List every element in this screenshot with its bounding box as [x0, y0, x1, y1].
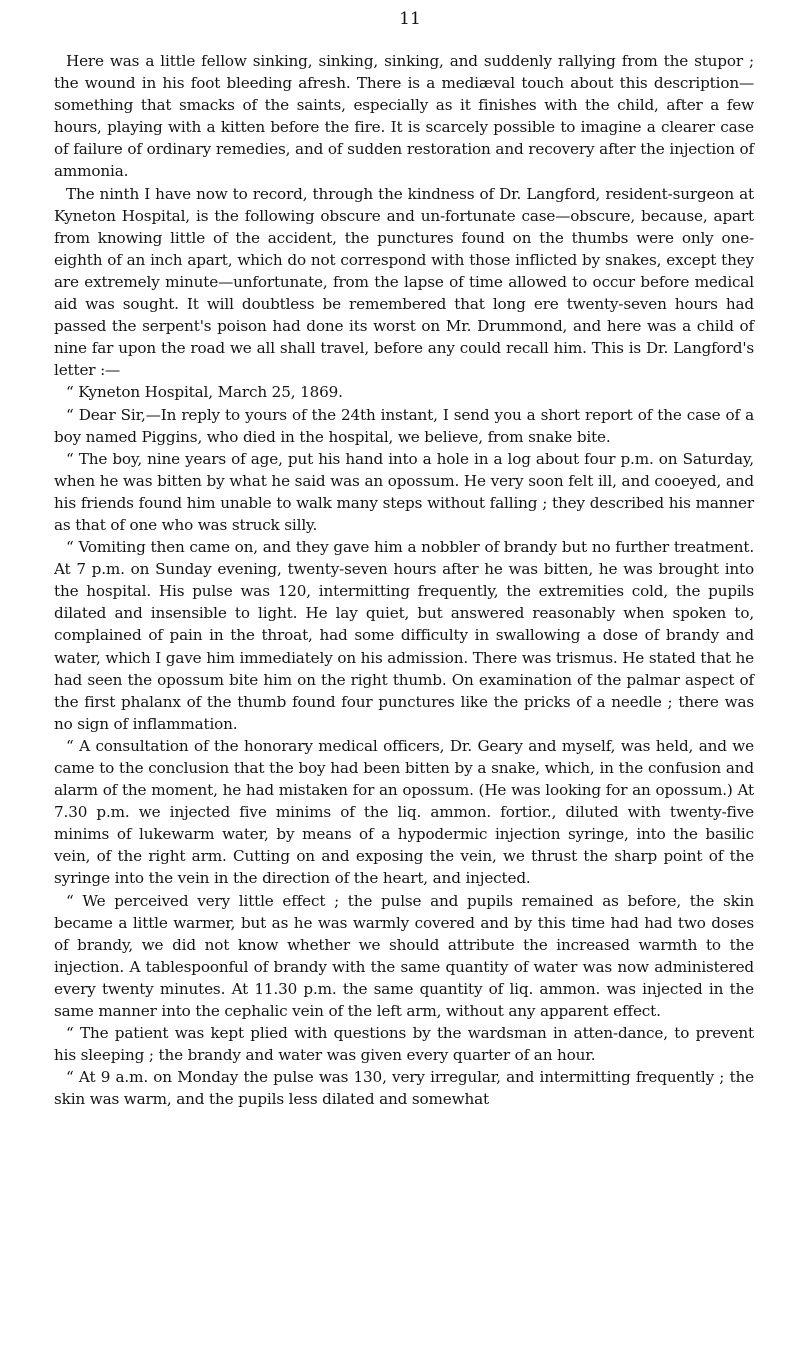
page-number: 11: [399, 9, 421, 29]
letter-paragraph-bite: “ The boy, nine years of age, put his hand into a hole in a log about four p.m. on Saturday, when he was bitten by what he said was an opossum. He very soon felt ill, and cooeyed, and his friends found him unable to walk many steps without falling ; they described his manner as that of one who was struck silly.: [54, 449, 754, 534]
letter-paragraph-effect: “ We perceived very little effect ; the pulse and pupils remained as before, the skin became a little warmer, but as he was warmly covered and by this time had had two doses of brandy, we did not know whether we should attribute the increased warmth to the injection. A tablespoonful of brandy with the same quantity of water was now administered every twenty minutes. At 11.30 p.m. the same quantity of liq. ammon. was injected in the same manner into the cephalic vein of the left arm, without any apparent effect.: [54, 891, 754, 1021]
paragraph-ninth-case: The ninth I have now to record, through the kindness of Dr. Langford, resident-surgeon at Kyneton Hospital, is the following obscure and un-fortunate case—obscure, because, apart from knowing little of the accident, the punctures found on the thumbs were only one-eighth of an inch apart, which do not correspond with those inflicted by snakes, except they are extremely minute—unfortunate, from the lapse of time allowed to occur before medical aid was sought. It will doubtless be remembered that long ere twenty-seven hours had passed the serpent's poison had done its worst on Mr. Drummond, and here was a child of nine far upon the road we all shall travel, before any could recall him. This is Dr. Langford's letter :—: [54, 184, 754, 380]
letter-paragraph-vomiting: “ Vomiting then came on, and they gave him a nobbler of brandy but no further treatment. At 7 p.m. on Sunday evening, twenty-seven hours after he was bitten, he was brought into the hospital. His pulse was 120, intermitting frequently, the extremities cold, the pupils dilated and insensible to light. He lay quiet, but answered reasonably when spoken to, complained of pain in the throat, had some difficulty in swallowing a dose of brandy and water, which I gave him immediately on his admission. There was trismus. He stated that he had seen the opossum bite him on the right thumb. On examination of the palmar aspect of the first phalanx of the thumb found four punctures like the pricks of a needle ; there was no sign of inflammation.: [54, 538, 754, 733]
letter-salutation: “ Dear Sir,—In reply to yours of the 24th instant, I send you a short report of the case of a boy named Piggins, who died in the hospital, we believe, from snake bite.: [54, 405, 754, 446]
letter-paragraph-monday: “ At 9 a.m. on Monday the pulse was 130, very irregular, and intermitting frequently ; the skin was warm, and the pupils less dilated and somewhat: [54, 1068, 754, 1109]
letter-paragraph-wardsman: “ The patient was kept plied with questions by the wardsman in atten-dance, to prevent his sleeping ; the brandy and water was given every quarter of an hour.: [54, 1024, 754, 1065]
book-page: [54, 8, 754, 1111]
paragraph-mediaeval-touch: Here was a little fellow sinking, sinking, sinking, and suddenly rallying from the stupor ; the wound in his foot bleeding afresh. There is a mediæval touch about this description—something that smacks of the saints, especially as it finishes with the child, after a few hours, playing with a kitten before the fire. It is scarcely possible to imagine a clearer case of failure of ordinary remedies, and of sudden restoration and recovery after the injection of ammonia.: [54, 52, 754, 181]
letter-heading: “ Kyneton Hospital, March 25, 1869.: [66, 383, 343, 402]
letter-paragraph-consultation: “ A consultation of the honorary medical officers, Dr. Geary and myself, was held, and we came to the conclusion that the boy had been bitten by a snake, which, in the confusion and alarm of the moment, he had mistaken for an opossum. (He was looking for an opossum.) At 7.30 p.m. we injected five minims of the liq. ammon. fortior., diluted with twenty-five minims of lukewarm water, by means of a hypodermic injection syringe, into the basilic vein, of the right arm. Cutting on and exposing the vein, we thrust the sharp point of the syringe into the vein in the direction of the heart, and injected.: [54, 736, 754, 888]
